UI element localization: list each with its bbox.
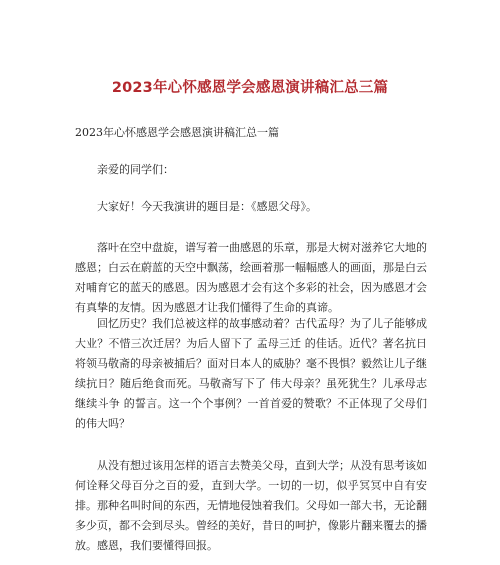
document-subtitle: 2023年心怀感恩学会感恩演讲稿汇总一篇: [75, 126, 279, 139]
paragraph-greeting: 亲爱的同学们：: [97, 163, 174, 176]
document-title: 2023年心怀感恩学会感恩演讲稿汇总三篇: [111, 80, 389, 96]
paragraph-university: 从没有想过该用怎样的语言去赞美父母，直到大学；从没有思考该如何诠释父母百分之百的爱，直到大学。一切的一切，似乎冥冥中自有安排。那种名叫时间的东西，无情地侵蚀着我们。父母如一部大书，无论翻多少页，都不会到尽头。曾经的美好，昔日的呵护，像影片翻来覆去的播放。感恩，我们要懂得回报。: [75, 459, 427, 552]
paragraph-intro: 大家好！今天我演讲的题目是：《感恩父母》。: [97, 200, 317, 213]
paragraph-falling-leaves: 落叶在空中盘旋，谱写着一曲感恩的乐章，那是大树对滋养它大地的感恩；白云在蔚蓝的天空中飘荡，绘画着那一幅幅感人的画面，那是白云对哺育它的蓝天的感恩。因为感恩才会有这个多彩的社会，因为感恩才会有真挚的友情。因为感恩才让我们懂得了生命的真谛。: [75, 241, 427, 314]
paragraph-history: 回忆历史？我们总被这样的故事感动着？古代孟母？为了儿子能够成大业？不惜三次迁居？为后人留下了 孟母三迁 的佳话。近代？著名抗日将领马敬斋的母亲被捕后？面对日本人的威胁？毫不畏惧？毅然让儿子继续抗日？随后绝食而死。马敬斋写下了 伟大母亲？虽死犹生？儿承母志继续斗争 的誓言。这一个个事例？一首首爱的赞歌？不正体现了父母们的伟大吗？: [75, 317, 427, 430]
